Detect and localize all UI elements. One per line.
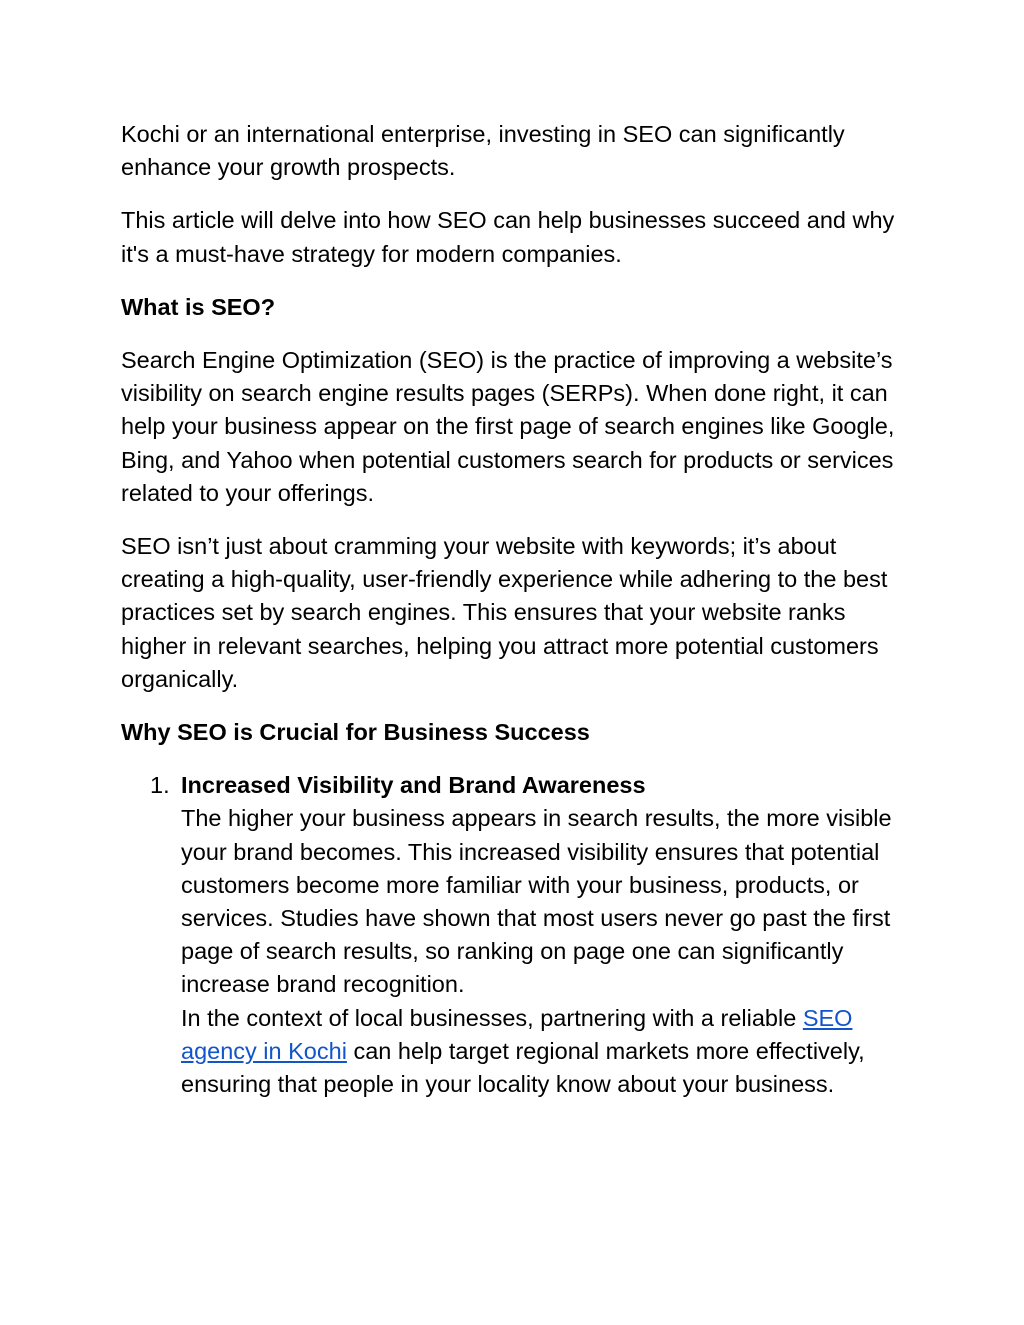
seo-definition-paragraph: Search Engine Optimization (SEO) is the practice of improving a website’s visibility on search engine results pages (SERPs). When done right, it can help your business appear on the first page of search engines like Google, Bing, and Yahoo when potential customers search for products or services related to your offerings. — [121, 347, 895, 506]
document-page — [121, 118, 911, 1101]
seo-practices-paragraph: SEO isn’t just about cramming your website with keywords; it’s about creating a high-quality, user-friendly experience while adhering to the best practices set by search engines. This ensures that your website ranks higher in relevant searches, helping you attract more potential customers organically. — [121, 533, 888, 692]
seo-agency-kochi-link[interactable]: SEO agency in Kochi — [181, 1004, 853, 1064]
intro-paragraph: Kochi or an international enterprise, investing in SEO can significantly enhance your growth prospects. — [121, 121, 845, 181]
local-paragraph-text-after-link: can help target regional markets more effectively, ensuring that people in your locality know about your business. — [181, 1037, 865, 1098]
list-item-body: The higher your business appears in search results, the more visible your brand becomes. This increased visibility ensures that potential customers become more familiar with your business, products, or services. Studies have shown that most users never go past the first page of search results, so ranking on page one can significantly increase brand recognition. — [181, 805, 892, 998]
list-item-title: Increased Visibility and Brand Awareness — [181, 772, 646, 799]
list-item-number: 1. — [150, 772, 170, 799]
article-scope-paragraph: This article will delve into how SEO can help businesses succeed and why it's a must-have strategy for modern companies. — [121, 207, 895, 267]
why-seo-heading: Why SEO is Crucial for Business Success — [121, 719, 590, 746]
what-is-seo-heading: What is SEO? — [121, 293, 276, 320]
list-item-local-paragraph — [181, 1002, 911, 1102]
list-item — [121, 769, 911, 1101]
benefits-list — [121, 769, 911, 1101]
local-paragraph-text-before-link: In the context of local businesses, partnering with a reliable — [181, 1004, 803, 1031]
